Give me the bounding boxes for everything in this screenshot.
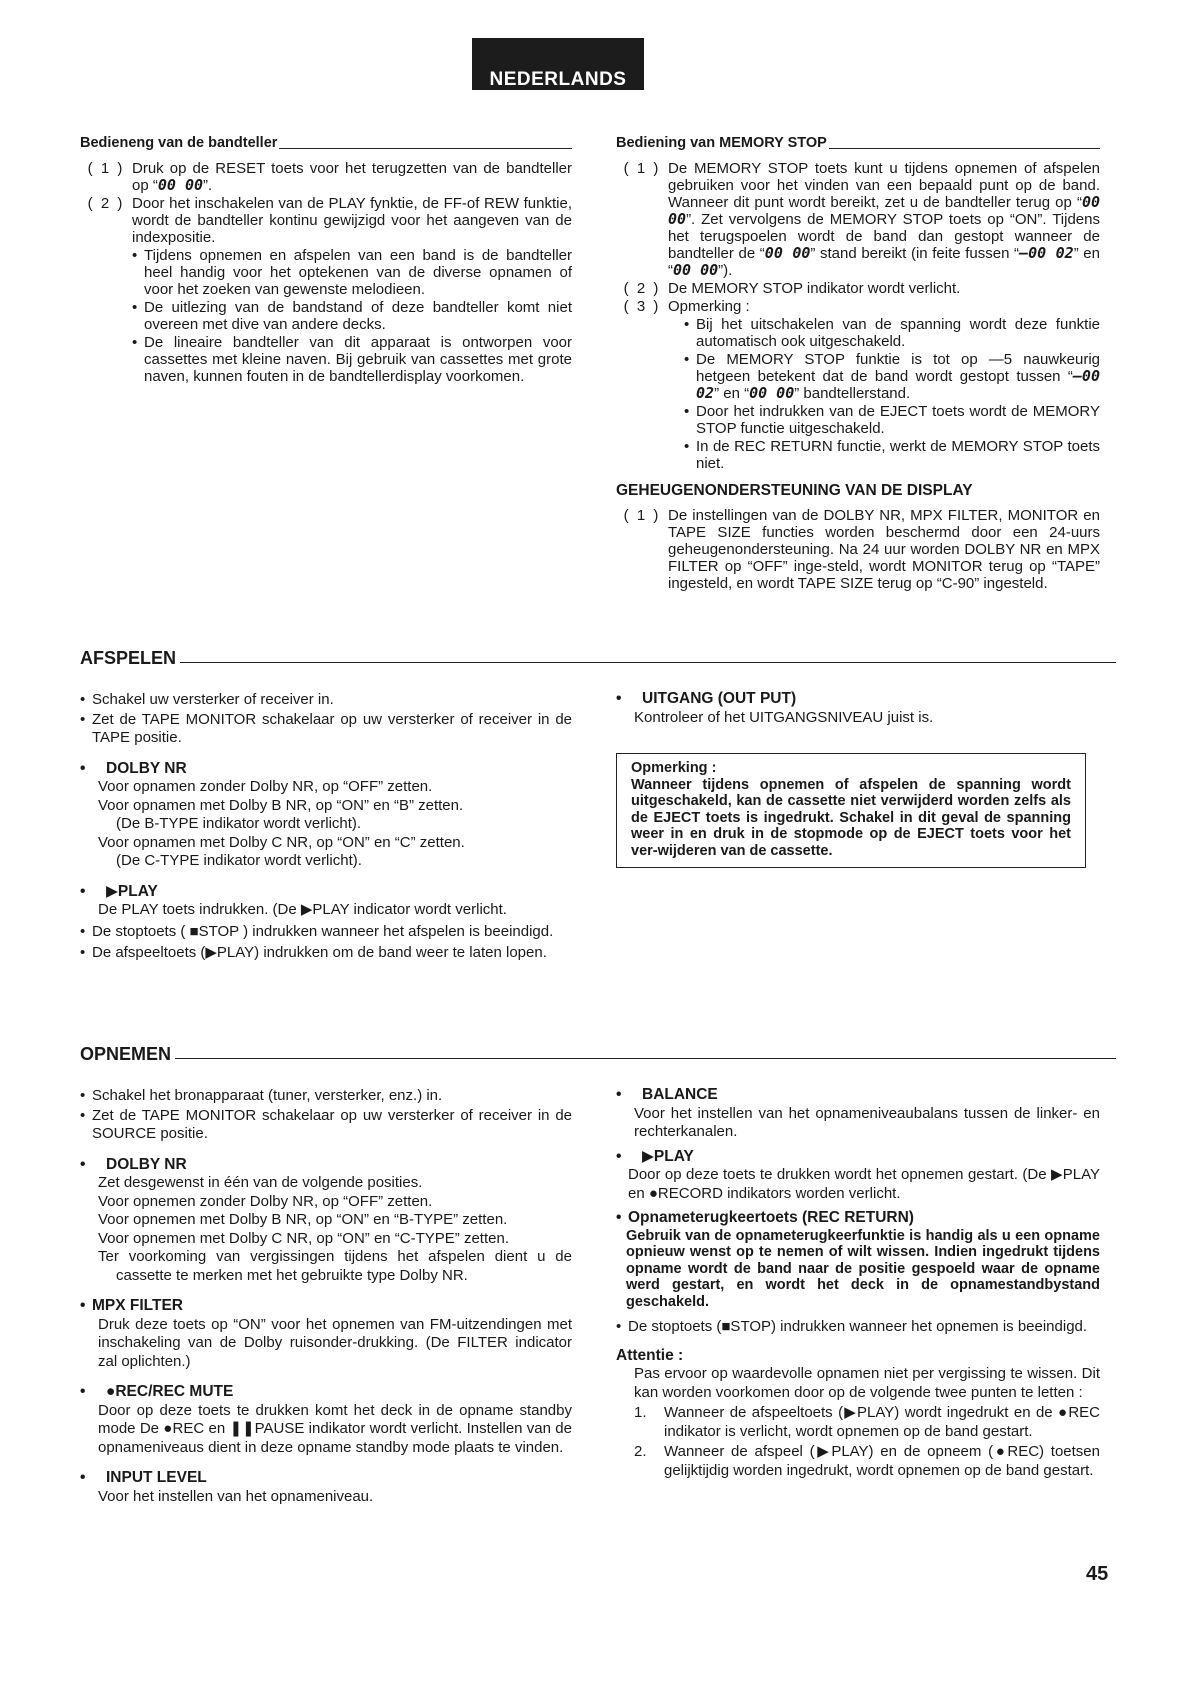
intro-bullet: • Schakel het bronapparaat (tuner, versterker, enz.) in. <box>80 1087 443 1104</box>
bandteller-item-1: ( 1 ) Druk op de RESET toets voor het terugzetten van de bandteller op “00 00”. <box>87 160 572 194</box>
stop-bullet: • De stoptoets (■STOP) indrukken wanneer het opnemen is beeindigd. <box>616 1318 1088 1335</box>
attentie-block: Attentie : Pas ervoor op waardevolle opnamen niet per vergissing te wissen. Dit kan worden voorkomen door op de volgende twee punten te letten : 1. Wanneer de afspeeltoets (▶PLAY) wordt ingedrukt en de ●REC indikator is verlicht, wordt opnemen op de band gestart. 2. Wanneer de afspeel (▶PLAY) en de opneem (●REC) toetsen gelijktijdig worden ingedrukt, wordt opnemen op de band gestart. <box>616 1346 1100 1479</box>
memory-stop-bullet: • Bij het uitschakelen van de spanning wordt deze funktie automatisch ook uitgeschakeld. <box>684 316 1100 350</box>
memory-stop-item-2: ( 2 ) De MEMORY STOP indikator wordt verlicht. <box>623 280 961 297</box>
dolby-nr-block: • DOLBY NR Voor opnamen zonder Dolby NR, op “OFF” zetten. Voor opnamen met Dolby B NR, op “ON” en “B” zetten. (De B-TYPE indikator wordt verlicht). Voor opnamen met Dolby C NR, op “ON” en “C” zetten. (De C-TYPE indikator wordt verlicht). <box>80 759 465 869</box>
memory-stop-heading: Bediening van MEMORY STOP <box>616 135 1100 152</box>
play-block: • ▶PLAY De PLAY toets indrukken. (De ▶PLAY indicator wordt verlicht. • De stoptoets ( ■STOP ) indrukken wanneer het afspelen is beeindigd. • De afspeeltoets (▶PLAY) indrukken om de band weer te laten lopen. <box>80 882 554 961</box>
dolby-nr-block: • DOLBY NR Zet desgewenst in één van de volgende posities. Voor opnemen zonder Dolby NR, op “OFF” zetten. Voor opnemen met Dolby B NR, op “ON” en “B-TYPE” zetten. Voor opnemen met Dolby C NR, op “ON” en “C-TYPE” zetten. Ter voorkoming van vergissingen tijdens het afspelen dient u de cassette te merken met het gebruikte type Dolby NR. <box>80 1155 572 1284</box>
bandteller-heading: Bedieneng van de bandteller <box>80 135 572 152</box>
geheugen-heading: GEHEUGENONDERSTEUNING VAN DE DISPLAY <box>616 482 973 499</box>
memory-stop-section <box>616 135 1100 593</box>
afspelen-left <box>80 690 572 963</box>
memory-stop-item-3: ( 3 ) Opmerking : • Bij het uitschakelen van de spanning wordt deze funktie automatisch ook uitgeschakeld. • De MEMORY STOP funktie is tot op —5 nauwkeurig hetgeen betekent dat de band wordt gestopt tussen “—00 02” en “00 00” bandtellerstand. • Door het indrukken van de EJECT toets wordt de MEMORY STOP functie uitgeschakeld. • In de REC RETURN functie, werkt de MEMORY STOP toets niet. <box>623 298 1100 472</box>
counter-display-text: 00 00 <box>157 176 204 194</box>
geheugen-item-1: ( 1 ) De instellingen van de DOLBY NR, MPX FILTER, MONITOR en TAPE SIZE functies worden beschermd door een 24-uurs geheugenondersteuning. Na 24 uur worden DOLBY NR en MPX FILTER op “OFF” inge-steld, wordt MONITOR terug op “TAPE” ingesteld, en wordt TAPE SIZE terug op “C-90” ingesteld. <box>623 507 1100 592</box>
language-tab: NEDERLANDS <box>472 38 644 90</box>
memory-stop-bullet: • In de REC RETURN functie, werkt de MEMORY STOP toets niet. <box>684 438 1100 472</box>
bandteller-bullet: • De uitlezing van de bandstand of deze bandteller komt niet overeen met dive van andere decks. <box>132 299 572 333</box>
rec-block: • ●REC/REC MUTE Door op deze toets te drukken komt het deck in de opname standby mode De ●REC en ❚❚PAUSE indikator wordt verlicht. Instellen van de opnameniveaus dient in deze opname standby mode plaats te vinden. <box>80 1383 572 1456</box>
memory-stop-item-1: ( 1 ) De MEMORY STOP toets kunt u tijdens opnemen of afspelen gebruiken voor het vinden van een bepaald punt op de band. Wanneer dit punt wordt bereikt, zet u de bandteller terug op “00 00”. Zet vervolgens de MEMORY STOP toets op “ON”. Tijdens het terugspoelen wordt de band dan gestopt wanneer de bandteller de “00 00” stand bereikt (in feite fussen “—00 02” en “00 00”). <box>623 160 1100 279</box>
mpx-filter-block: • MPX FILTER Druk deze toets op “ON” voor het opnemen van FM-uitzendingen met inschakeling van de Dolby ruisonder-drukking. (De FILTER indicator zal oplichten.) <box>80 1297 572 1370</box>
memory-stop-bullet: • Door het indrukken van de EJECT toets wordt de MEMORY STOP functie uitgeschakeld. <box>684 403 1100 437</box>
input-level-block: • INPUT LEVEL Voor het instellen van het opnameniveau. <box>80 1469 374 1505</box>
intro-bullet: • Zet de TAPE MONITOR schakelaar op uw versterker of receiver in de SOURCE positie. <box>80 1106 572 1142</box>
uitgang-block: • UITGANG (OUT PUT) Kontroleer of het UITGANGSNIVEAU juist is. <box>616 690 934 726</box>
bandteller-item-2: ( 2 ) Door het inschakelen van de PLAY fynktie, de FF-of REW funktie, wordt de bandteller kontinu gewijzigd voor het aangeven van de indexpositie. • Tijdens opnemen en afspelen van een band is de bandteller heel handig voor het optekenen van de diverse opnamen of voor het zoeken van gewenste melodieen. • De uitlezing van de bandstand of deze bandteller komt niet overeen met dive van andere decks. • De lineaire bandteller van dit apparaat is ontworpen voor cassettes met kleine naven. Bij gebruik van cassettes met grote naven, kunnen fouten in de bandtellerdisplay voorkomen. <box>87 195 572 385</box>
bandteller-bullet: • De lineaire bandteller van dit apparaat is ontworpen voor cassettes met kleine naven. Bij gebruik van cassettes met grote naven, kunnen fouten in de bandtellerdisplay voorkomen. <box>132 334 572 385</box>
opnemen-heading: OPNEMEN <box>80 1046 1116 1063</box>
intro-bullet: • Zet de TAPE MONITOR schakelaar op uw versterker of receiver in de TAPE positie. <box>80 710 572 746</box>
afspelen-heading: AFSPELEN <box>80 650 1116 667</box>
bandteller-section <box>80 135 572 386</box>
memory-stop-bullet: • De MEMORY STOP funktie is tot op —5 nauwkeurig hetgeen betekent dat de band wordt gestopt tussen “—00 02” en “00 00” bandtellerstand. <box>684 351 1100 402</box>
opnemen-left <box>80 1086 572 1506</box>
bandteller-bullet: • Tijdens opnemen en afspelen van een band is de bandteller heel handig voor het optekenen van de diverse opnamen of voor het zoeken van gewenste melodieen. <box>132 247 572 298</box>
afspelen-right <box>616 690 1100 868</box>
note-box: Opmerking : Wanneer tijdens opnemen of afspelen de spanning wordt uitgeschakeld, kan de cassette niet verwijderd worden zelfs als de EJECT toets is ingedrukt. Schakel in dit geval de spanning weer in en druk in de stopmode op de EJECT toets voor het ver-wijderen van de cassette. <box>616 753 1086 868</box>
opnemen-right <box>616 1086 1100 1480</box>
intro-bullet: • Schakel uw versterker of receiver in. <box>80 691 334 708</box>
balance-block: • BALANCE Voor het instellen van het opnameniveaubalans tussen de linker- en rechterkanalen. <box>616 1086 1100 1140</box>
play-block: • ▶PLAY Door op deze toets te drukken wordt het opnemen gestart. (De ▶PLAY en ●RECORD indikators worden verlicht. <box>616 1147 1100 1202</box>
page-number: 45 <box>1086 1563 1109 1585</box>
rec-return-block: • Opnameterugkeertoets (REC RETURN) Gebruik van de opnameterugkeerfunktie is handig als u een opname opnieuw wenst op te nemen of wilt wissen. Indien ingedrukt tijdens opname wordt de band naar de positie gespoeld waar de opname werd gestart, en wordt het deck in de opnamestandbystand geschakeld. <box>616 1209 1100 1310</box>
